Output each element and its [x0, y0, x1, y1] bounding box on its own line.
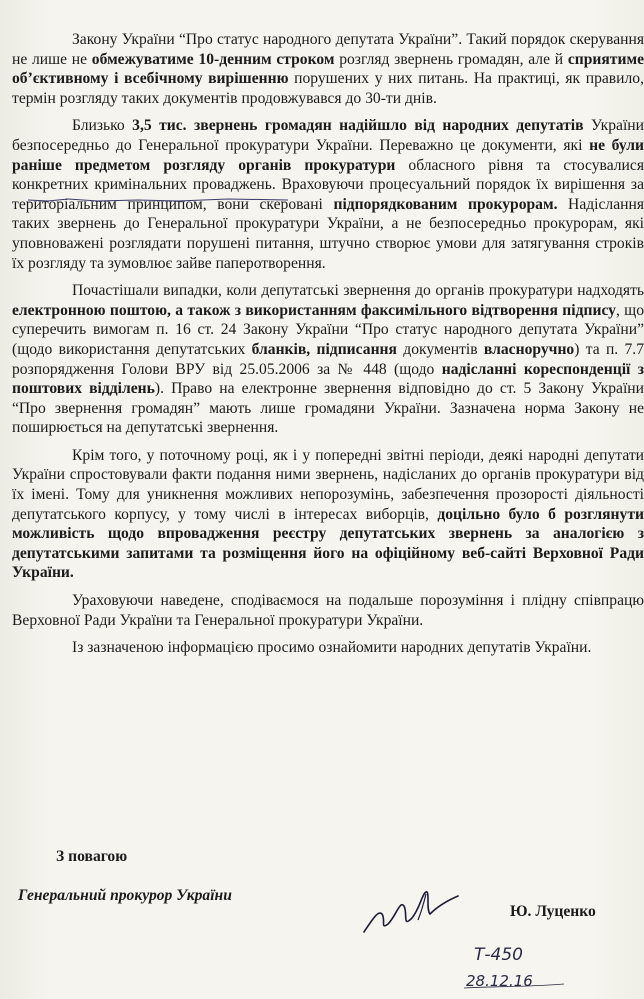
text-run: України безпосередньо до Генеральної прокуратури України. Переважно це документи, які — [12, 117, 644, 154]
bold-run: сприятиме об’єктивному і всебічному вирішенню — [12, 50, 644, 88]
signer-title: Генеральний прокурор України — [18, 887, 232, 904]
bold-run: 3,5 тис. звернень громадян надійшло від народних депутатів — [132, 117, 584, 135]
text-run: ). Право на електронне звернення відповідно до ст. 5 Закону України “Про звернення громадян” мають лише громадяни України. Зазначена норма Закону не поширюється на депутатські звернення. — [12, 380, 644, 437]
bold-run: не були раніше предметом розгляду органів прокуратури — [12, 136, 644, 174]
text-run: , що суперечить вимогам п. 16 ст. 24 Закону України “Про статус народного депутата України” (щодо використання депутатських — [12, 301, 644, 358]
paragraph-1 — [12, 30, 644, 108]
paragraph-5 — [12, 591, 644, 630]
signer-name: Ю. Луценко — [510, 903, 596, 920]
paragraph-4 — [12, 446, 644, 583]
note-reference: Т-450 — [474, 945, 523, 965]
bold-run: доцільно було б розглянути можливість щодо впровадження реєстру депутатських звернень за аналогією з депутатськими запитами та розміщення його на офіційному веб-сайті Верховної Ради України. — [12, 505, 644, 582]
bold-run: електронною поштою, а також з використанням факсимільного відтворення підпису — [12, 301, 616, 319]
text-run: Із зазначеною інформацією просимо ознайомити народних депутатів України. — [72, 639, 592, 657]
text-run: документів — [396, 340, 484, 358]
text-run: розгляд звернень громадян, але й — [334, 50, 568, 68]
paragraph-6 — [12, 638, 644, 658]
text-run: ) та п. 7.7 розпорядження Голови ВРУ від 25.05.2006 за № 448 (щодо — [12, 340, 644, 378]
paragraph-2 — [12, 116, 644, 273]
text-run: порушених у них питань. На практиці, як правило, термін розгляду таких документів продовжувався до 30-ти днів. — [12, 70, 644, 107]
handwritten-signature — [360, 880, 470, 940]
note-date: 28.12.16 — [466, 972, 533, 990]
bold-run: бланків, підписання — [251, 340, 397, 358]
text-run: Закону України “Про статус народного депутата України”. Такий порядок скерування не лише не — [12, 31, 644, 68]
closing-phrase: З повагою — [56, 848, 128, 865]
letter-body — [12, 30, 644, 666]
text-run: Надіслання таких звернень до Генеральної прокуратури України, а не безпосередньо прокурорам, які уповноважені розглядати порушені питання, штучно створює умови для затягування строків їх розгляду та зумовлює зайве паперотворення. — [12, 195, 644, 272]
text-run: Почастішали випадки, коли депутатські звернення до органів прокуратури надходять — [72, 282, 644, 300]
text-run: обласного рівня та стосувалися конкретних кримінальних проваджень. Враховуючи процесуальний порядок їх вирішення за територіальним принципом, вони скеровані — [12, 156, 644, 213]
text-run: Крім того, у поточному році, як і у попередні звітні періоди, деякі народні депутати України спростовували факти подання ними звернень, надісланих до органів прокуратури від їх імені. Тому для уникнення можливих непорозумінь, забезпечення прозорості діяльності депутатського корпусу, у тому числі в інтересах виборців, — [12, 446, 644, 523]
bold-run: підпорядкованим прокурорам. — [333, 195, 558, 213]
paragraph-3 — [12, 281, 644, 438]
bold-run: власноручно — [483, 340, 575, 358]
text-run: Ураховуючи наведене, сподіваємося на подальше порозуміння і плідну співпрацю Верховної Ради України та Генеральної прокуратури України. — [12, 592, 644, 629]
bold-run: обмежуватиме 10-денним строком — [91, 50, 335, 68]
text-run: Близько — [72, 117, 133, 135]
bold-run: надісланні кореспонденції з поштових відділень — [12, 360, 644, 398]
handwritten-registration-note — [460, 940, 570, 995]
pen-strike-mark — [28, 197, 288, 203]
